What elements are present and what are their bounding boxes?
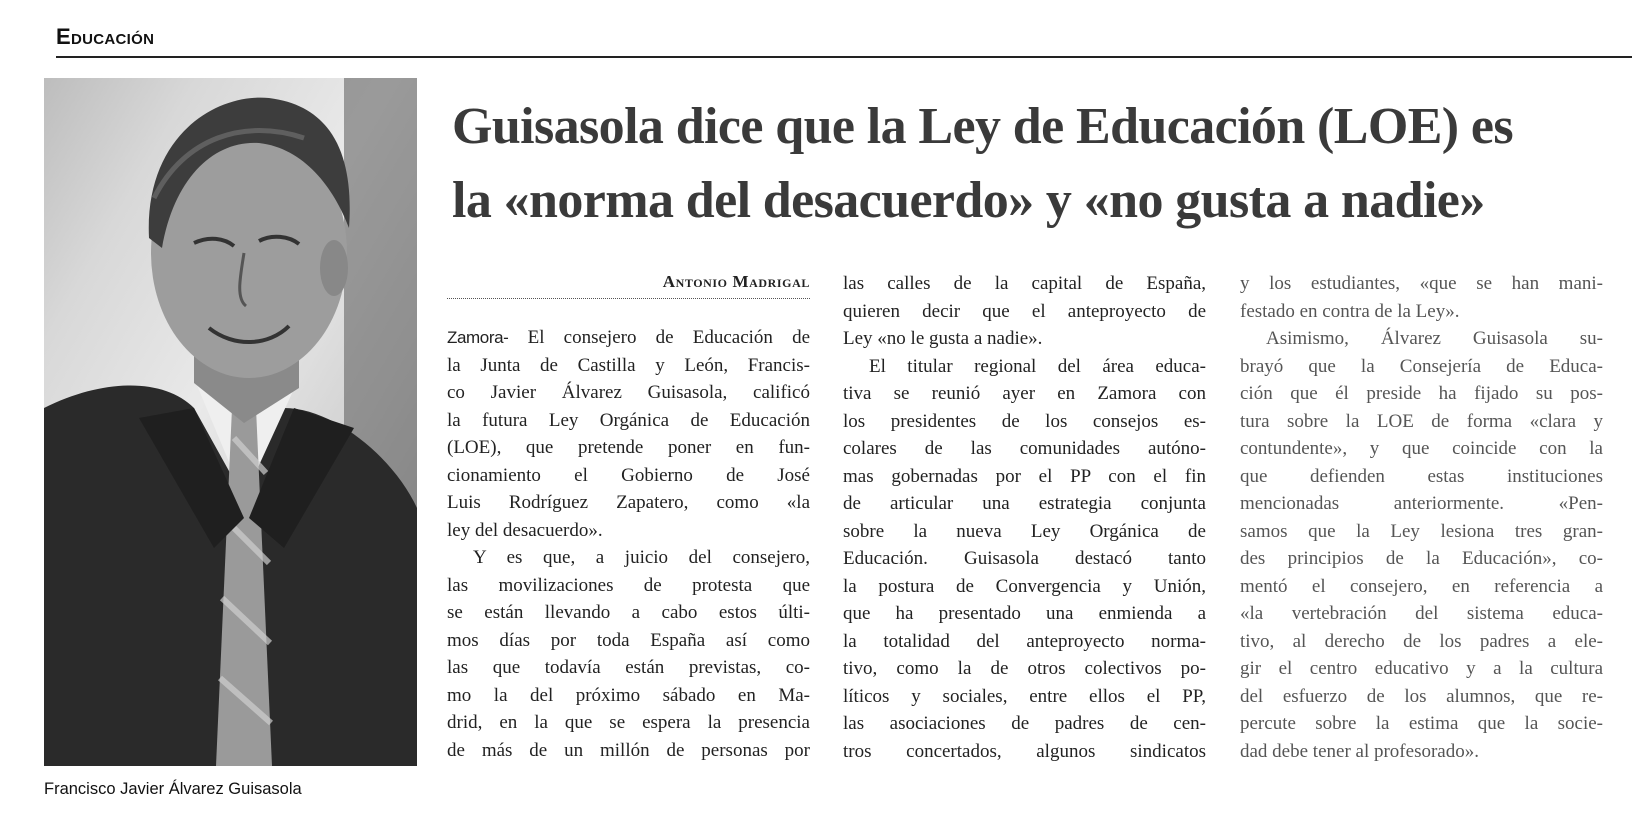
body-line: des principios de la Educación», co- [1240,548,1603,569]
body-line: festado en contra de la Ley». [1240,300,1460,322]
body-line: Educación. Guisasola destacó tanto [843,548,1206,569]
article-column-1 [447,324,810,764]
body-line: quieren decir que el anteproyecto de [843,300,1206,322]
body-line: Y es que, a juicio del consejero, [473,547,810,568]
body-line: sobre la nueva Ley Orgánica de [843,520,1206,542]
body-line: líticos y sociales, entre ellos el PP, [843,685,1206,707]
body-line: colares de las comunidades autóno- [843,438,1206,459]
dateline: Zamora- [447,328,509,347]
body-line [447,324,810,352]
headline-line: Guisasola dice que la Ley de Educación (LOE) es [452,98,1514,155]
body-line: tivo, como la de otros colectivos po- [843,658,1206,679]
body-line: se están llevando a cabo estos últi- [447,602,810,623]
body-line: las que todavía están previstas, co- [447,657,810,678]
body-line: percute sobre la estima que la socie- [1240,713,1603,734]
body-line: la postura de Convergencia y Unión, [843,575,1206,597]
body-line: las calles de la capital de España, [843,273,1206,294]
body-line: de articular una estrategia conjunta [843,493,1206,514]
body-line: mentó el consejero, en referencia a [1240,575,1603,597]
byline: Antonio Madrigal [662,272,810,291]
body-line: cionamiento el Gobierno de José [447,464,810,486]
body-line-text: El consejero de Educación de [508,327,810,348]
body-line: mas gobernadas por el PP con el fin [843,465,1206,487]
byline-rule [447,298,810,299]
body-line: Luis Rodríguez Zapatero, como «la [447,492,810,513]
body-line: El titular regional del área educa- [869,355,1206,377]
portrait-photo [44,78,417,766]
body-line: de más de un millón de personas por [447,739,810,761]
body-line: gir el centro educativo y a la cultura [1240,658,1603,679]
body-line: dad debe tener al profesorado». [1240,740,1479,762]
body-line: que defienden estas instituciones [1240,465,1603,487]
article-column-2 [843,270,1206,765]
body-line: tros concertados, algunos sindicatos [843,740,1206,762]
body-line: las movilizaciones de protesta que [447,574,810,596]
body-line: mencionadas anteriormente. «Pen- [1240,493,1603,514]
body-line: contundente», y que coincide con la [1240,438,1603,459]
body-line: tura sobre la LOE de forma «clara y [1240,410,1603,432]
body-line: la totalidad del anteproyecto norma- [843,630,1206,652]
section-label: Educación [56,24,155,49]
body-line: Asimismo, Álvarez Guisasola su- [1266,328,1603,349]
body-line: co Javier Álvarez Guisasola, calificó [447,382,810,403]
body-line: la Junta de Castilla y León, Francis- [447,354,810,376]
body-line: las asociaciones de padres de cen- [843,713,1206,734]
body-line: samos que la Ley lesiona tres gran- [1240,520,1603,542]
body-line: tivo, al derecho de los padres a ele- [1240,630,1603,652]
body-line: del esfuerzo de los alumnos, que re- [1240,685,1603,707]
body-line: y los estudiantes, «que se han mani- [1240,273,1603,294]
body-line: ley del desacuerdo». [447,519,603,541]
body-line: que ha presentado una enmienda a [843,603,1206,624]
body-line: ción que él preside ha fijado su pos- [1240,383,1603,404]
body-line: los presidentes de los consejos es- [843,410,1206,432]
article-column-3 [1240,270,1603,765]
body-line: tiva se reunió ayer en Zamora con [843,383,1206,404]
body-line: drid, en la que se espera la presencia [447,712,810,733]
body-line: mos días por toda España así como [447,629,810,651]
headline-line: la «norma del desacuerdo» y «no gusta a nadie» [452,172,1485,229]
body-line: «la vertebración del sistema educa- [1240,603,1603,624]
body-line: la futura Ley Orgánica de Educación [447,409,810,431]
body-line: Ley «no le gusta a nadie». [843,328,1043,349]
body-line: mo la del próximo sábado en Ma- [447,684,810,706]
article-headline [452,90,1632,238]
body-line: brayó que la Consejería de Educa- [1240,355,1603,377]
body-line: (LOE), que pretende poner en fun- [447,437,810,458]
photo-caption: Francisco Javier Álvarez Guisasola [44,780,302,798]
section-rule [56,56,1632,58]
